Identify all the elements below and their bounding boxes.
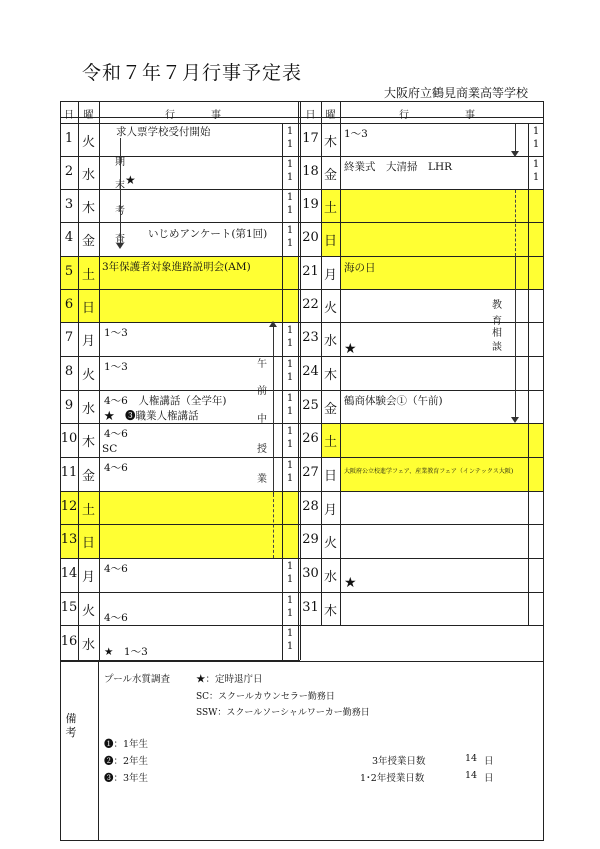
right-row-weekday: 水 xyxy=(323,570,337,585)
left-row-weekday: 火 xyxy=(81,368,95,383)
left-row-weekday: 月 xyxy=(81,570,95,585)
right-row-weekday: 日 xyxy=(323,234,337,249)
right-row-weekday: 月 xyxy=(323,502,337,518)
row-highlight-26 xyxy=(322,424,543,457)
kimatsu-1: 期 xyxy=(115,157,125,168)
right-row-weekday: 火 xyxy=(323,536,337,551)
gozen-arrowhead xyxy=(269,321,277,327)
kyoiku-arrow xyxy=(515,256,516,418)
right-row-day: 17 xyxy=(302,130,319,146)
event-14: 4～6 xyxy=(104,563,128,575)
remarks-label-2: 考 xyxy=(65,726,77,739)
row-highlight-19 xyxy=(322,190,543,222)
event-25: 鶴商体験会①（午前) xyxy=(344,395,443,407)
right-row-count-a: 1 xyxy=(532,159,540,170)
right-row-count-b: 1 xyxy=(532,139,540,150)
left-row-count-b: 1 xyxy=(286,139,294,150)
left-row-count-b: 1 xyxy=(286,574,294,585)
kyoiku-dashed xyxy=(515,190,516,256)
gozen-2: 前 xyxy=(257,386,267,397)
event-21: 海の日 xyxy=(344,262,376,274)
left-row-count-a: 1 xyxy=(286,325,294,336)
left-row-day: 15 xyxy=(60,599,78,615)
event-23-star: ★ xyxy=(344,341,357,357)
left-row-count-b: 1 xyxy=(286,205,294,216)
remark-ssw: SSW：スクールソーシャルワーカー勤務日 xyxy=(196,708,370,718)
left-row-count xyxy=(284,324,296,350)
right-row-count-a: 1 xyxy=(532,126,540,137)
left-row-count xyxy=(284,560,296,586)
left-row-day: 9 xyxy=(64,397,74,413)
right-row-day: 20 xyxy=(302,230,319,245)
left-row-count-a: 1 xyxy=(286,595,294,606)
right-row-weekday: 木 xyxy=(323,368,337,383)
left-row-weekday: 土 xyxy=(81,502,95,518)
right-row-count-b: 1 xyxy=(532,172,540,183)
right-row-day: 29 xyxy=(302,532,319,547)
header-event-right-1: 行 xyxy=(399,110,409,121)
remark-pool: プール水質調査 xyxy=(104,674,171,685)
remark-star: ★：定時退庁日 xyxy=(196,674,263,685)
left-row-weekday: 火 xyxy=(81,134,95,150)
left-row-weekday: 日 xyxy=(81,300,95,316)
right-row-weekday: 土 xyxy=(323,200,337,216)
right-row-day: 25 xyxy=(302,397,319,413)
left-row-count-b: 1 xyxy=(286,641,294,652)
left-row-count-b: 1 xyxy=(286,608,294,619)
arrowhead-17 xyxy=(511,151,519,157)
left-row-day: 14 xyxy=(60,566,78,581)
right-row-day: 31 xyxy=(302,599,319,615)
right-row-count xyxy=(530,125,542,151)
left-row-weekday: 水 xyxy=(81,167,95,183)
days12-label: 1･2年授業日数 xyxy=(360,773,425,784)
left-row-weekday: 木 xyxy=(81,435,95,450)
kyoiku-arrowhead xyxy=(511,417,519,423)
right-row-weekday: 木 xyxy=(323,134,337,150)
left-row-weekday: 水 xyxy=(81,401,95,417)
star-2: ★ xyxy=(125,173,136,187)
right-row-weekday: 水 xyxy=(323,334,337,349)
days12-value: 14 xyxy=(465,770,478,781)
left-row-count xyxy=(284,425,296,451)
kimatsu-arrowhead xyxy=(116,243,124,249)
right-row-weekday: 月 xyxy=(323,267,337,283)
event-8: 1～3 xyxy=(104,361,128,373)
right-row-weekday: 金 xyxy=(323,167,337,183)
event-7: 1～3 xyxy=(104,327,128,339)
left-row-weekday: 金 xyxy=(81,234,95,249)
arrow-17 xyxy=(515,124,516,152)
page-title: 令和７年７月行事予定表 xyxy=(82,62,303,84)
gozen-5: 業 xyxy=(257,474,267,485)
right-row-day: 30 xyxy=(302,566,319,581)
remarks-label-1: 備 xyxy=(65,712,77,725)
left-row-day: 1 xyxy=(64,130,74,146)
event-30-star: ★ xyxy=(344,575,357,591)
kimatsu-3: 考 xyxy=(115,206,125,217)
remark-grade3: ❸：3年生 xyxy=(104,773,149,784)
right-row-day: 24 xyxy=(302,364,319,379)
left-row-count xyxy=(284,158,296,184)
left-row-count-a: 1 xyxy=(286,393,294,404)
left-row-count xyxy=(284,191,296,217)
days3-unit: 日 xyxy=(484,756,494,767)
right-row-weekday: 日 xyxy=(323,469,337,484)
gozen-dashed xyxy=(273,494,274,558)
left-row-weekday: 水 xyxy=(81,637,95,653)
event-17: 1～3 xyxy=(344,128,368,140)
left-row-day: 12 xyxy=(60,498,78,514)
event-10a: 4～6 xyxy=(104,428,128,440)
gozen-arrow xyxy=(273,324,274,494)
left-row-day: 3 xyxy=(64,196,74,212)
event-9a: 4～6 人権講話（全学年) xyxy=(104,395,227,407)
days3-label: 3年授業日数 xyxy=(372,756,426,767)
kyoiku-1: 教 xyxy=(492,300,502,311)
left-row-day: 4 xyxy=(64,230,74,245)
kyoiku-3: 相 xyxy=(492,328,502,339)
left-row-weekday: 木 xyxy=(81,200,95,216)
right-row-day: 21 xyxy=(302,263,319,279)
left-row-weekday: 金 xyxy=(81,469,95,484)
left-row-count xyxy=(284,358,296,384)
event-11: 4～6 xyxy=(104,462,128,474)
header-event-right-2: 事 xyxy=(465,110,475,121)
left-row-day: 16 xyxy=(60,633,78,649)
right-row-day: 27 xyxy=(302,465,319,480)
gozen-1: 午 xyxy=(257,359,267,370)
header-weekday-right: 曜 xyxy=(325,110,336,121)
right-row-day: 19 xyxy=(302,196,319,212)
event-16: ★ 1～3 xyxy=(104,646,148,658)
right-row-day: 23 xyxy=(302,330,319,345)
event-18: 終業式 大清掃 LHR xyxy=(344,161,453,173)
right-row-day: 28 xyxy=(302,498,319,514)
right-row-count xyxy=(530,158,542,184)
right-row-day: 22 xyxy=(302,296,319,312)
right-row-weekday: 火 xyxy=(323,300,337,316)
event-5: 3年保護者対象進路説明会(AM) xyxy=(102,261,251,273)
left-row-count xyxy=(284,627,296,653)
right-row-weekday: 金 xyxy=(323,401,337,417)
school-name: 大阪府立鶴見商業高等学校 xyxy=(384,86,529,100)
left-row-weekday: 日 xyxy=(81,536,95,551)
left-row-count xyxy=(284,125,296,151)
header-day: 日 xyxy=(64,110,74,121)
left-row-count-b: 1 xyxy=(286,439,294,450)
left-row-count xyxy=(284,392,296,418)
left-row-count-a: 1 xyxy=(286,426,294,437)
kyoiku-4: 談 xyxy=(492,342,502,353)
left-row-day: 11 xyxy=(60,465,78,480)
left-row-count xyxy=(284,224,296,250)
left-row-day: 8 xyxy=(64,364,74,379)
left-row-count-a: 1 xyxy=(286,561,294,572)
left-row-day: 5 xyxy=(64,263,74,279)
remark-grade2: ❷：2年生 xyxy=(104,756,149,767)
event-4: いじめアンケート(第1回) xyxy=(148,228,268,240)
days12-unit: 日 xyxy=(484,773,494,784)
left-row-day: 10 xyxy=(60,431,78,446)
left-row-count-a: 1 xyxy=(286,225,294,236)
left-row-day: 7 xyxy=(64,330,74,345)
left-row-count-b: 1 xyxy=(286,172,294,183)
gozen-4: 授 xyxy=(257,444,267,455)
left-row-count xyxy=(284,459,296,485)
event-9b: ★ ❸職業人権講話 xyxy=(104,410,199,422)
event-1: 求人票学校受付開始 xyxy=(116,126,211,138)
left-row-count-a: 1 xyxy=(286,460,294,471)
left-row-count-a: 1 xyxy=(286,126,294,137)
remark-grade1: ❶：1年生 xyxy=(104,739,149,750)
header-event-2: 事 xyxy=(211,110,221,121)
header-weekday: 曜 xyxy=(83,110,94,121)
days3-value: 14 xyxy=(465,753,478,764)
left-row-weekday: 月 xyxy=(81,334,95,349)
left-row-weekday: 土 xyxy=(81,267,95,283)
left-row-day: 6 xyxy=(64,296,74,312)
left-row-count-b: 1 xyxy=(286,338,294,349)
left-row-count-b: 1 xyxy=(286,406,294,417)
right-row-day: 18 xyxy=(302,163,319,179)
gozen-3: 中 xyxy=(257,414,267,425)
event-27: 大阪府公立校進学フェア、産業教育フェア（インテックス大阪) xyxy=(344,468,514,475)
left-row-count-a: 1 xyxy=(286,628,294,639)
kimatsu-arrow xyxy=(120,138,121,244)
remark-sc: SC：スクールカウンセラー勤務日 xyxy=(196,692,335,702)
event-10b: SC xyxy=(102,443,118,455)
left-row-weekday: 火 xyxy=(81,603,95,619)
header-event-1: 行 xyxy=(165,110,175,121)
left-row-count-b: 1 xyxy=(286,238,294,249)
right-row-weekday: 木 xyxy=(323,603,337,619)
left-row-count-a: 1 xyxy=(286,359,294,370)
right-row-day: 26 xyxy=(302,431,319,446)
left-row-day: 13 xyxy=(60,532,78,547)
kimatsu-4: 査 xyxy=(115,234,125,245)
left-row-count-b: 1 xyxy=(286,473,294,484)
left-row-count-b: 1 xyxy=(286,372,294,383)
right-row-weekday: 土 xyxy=(323,435,337,450)
header-day-right: 日 xyxy=(305,110,316,121)
event-15: 4～6 xyxy=(104,612,128,624)
kyoiku-2: 育 xyxy=(492,316,502,327)
row-highlight-20 xyxy=(322,223,543,256)
left-row-count-a: 1 xyxy=(286,159,294,170)
left-row-count xyxy=(284,594,296,620)
left-row-day: 2 xyxy=(64,163,74,179)
left-row-count-a: 1 xyxy=(286,192,294,203)
kimatsu-2: 末 xyxy=(115,180,125,191)
